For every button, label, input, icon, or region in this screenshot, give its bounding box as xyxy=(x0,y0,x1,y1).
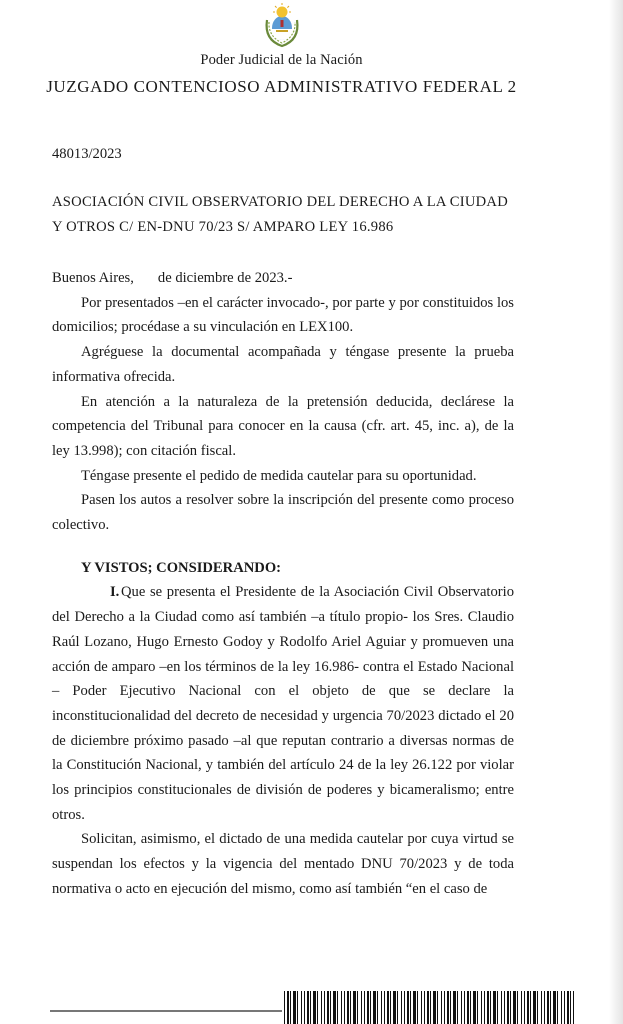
argentina-coat-of-arms-icon xyxy=(262,0,302,48)
considerando-heading: Y VISTOS; CONSIDERANDO: xyxy=(81,559,282,576)
considerando-section-i xyxy=(52,580,514,827)
section-number: I. xyxy=(110,584,120,601)
paragraph-proceso-colectivo: Pasen los autos a resolver sobre la inscripción del presente como proceso colectivo. xyxy=(52,492,514,534)
court-name: JUZGADO CONTENCIOSO ADMINISTRATIVO FEDERAL 2 xyxy=(46,77,517,96)
resolution-body xyxy=(52,266,514,902)
paragraph-documental: Agréguese la documental acompañada y téngase presente la prueba informativa ofrecida. xyxy=(52,344,514,385)
section-i-text: Que se presenta el Presidente de la Asociación Civil Observatorio del Derecho a la Ciudad como así también –a título propio- los Sres. Claudio Raúl Lozano, Hugo Ernesto Godoy y Rodolfo Ariel Aguiar y promueven una acción de amparo –en los términos de la ley 16.986- contra el Estado Nacional – Poder Ejecutivo Nacional con el objeto de que se declare la inconstitucionalidad del decreto de necesidad y urgencia 70/2023 dictado el 20 de diciembre próximo pasado –al que reputan contrario a diversas normas de la Constitución Nacional, y también del artículo 24 de la ley 26.122 por violar los principios constitucionales de división de poderes y bicameralismo; entre otros. xyxy=(52,584,514,823)
date-place: Buenos Aires, xyxy=(52,270,134,286)
barcode-icon xyxy=(284,991,574,1024)
court-branch-title: Poder Judicial de la Nación xyxy=(200,52,363,68)
paragraph-solicitan: Solicitan, asimismo, el dictado de una medida cautelar por cuya virtud se suspendan los efectos y la vigencia del mentado DNU 70/2023 y de toda normativa o acto en ejecución del mismo, como así también “en el caso de xyxy=(52,831,514,897)
case-caption-line-1: ASOCIACIÓN CIVIL OBSERVATORIO DEL DERECHO A LA CIUDAD xyxy=(52,194,508,210)
paragraph-competencia: En atención a la naturaleza de la pretensión deducida, declárese la competencia del Tribunal para conocer en la causa (cfr. art. 45, inc. a), de la ley 13.998); con citación fiscal. xyxy=(52,393,514,459)
case-number: 48013/2023 xyxy=(52,146,122,162)
footer-rule xyxy=(50,1010,282,1012)
paragraph-cautelar: Téngase presente el pedido de medida cautelar para su oportunidad. xyxy=(81,467,477,484)
case-caption xyxy=(52,190,514,239)
paragraph-presentados: Por presentados –en el carácter invocado-, por parte y por constituidos los domicilios; procédase a su vinculación en LEX100. xyxy=(52,294,514,336)
case-caption-line-2: Y OTROS C/ EN-DNU 70/23 S/ AMPARO LEY 16.986 xyxy=(52,218,394,235)
date-line xyxy=(52,266,514,291)
date-rest: de diciembre de 2023.- xyxy=(157,270,293,286)
page-edge-shadow xyxy=(609,0,623,1024)
